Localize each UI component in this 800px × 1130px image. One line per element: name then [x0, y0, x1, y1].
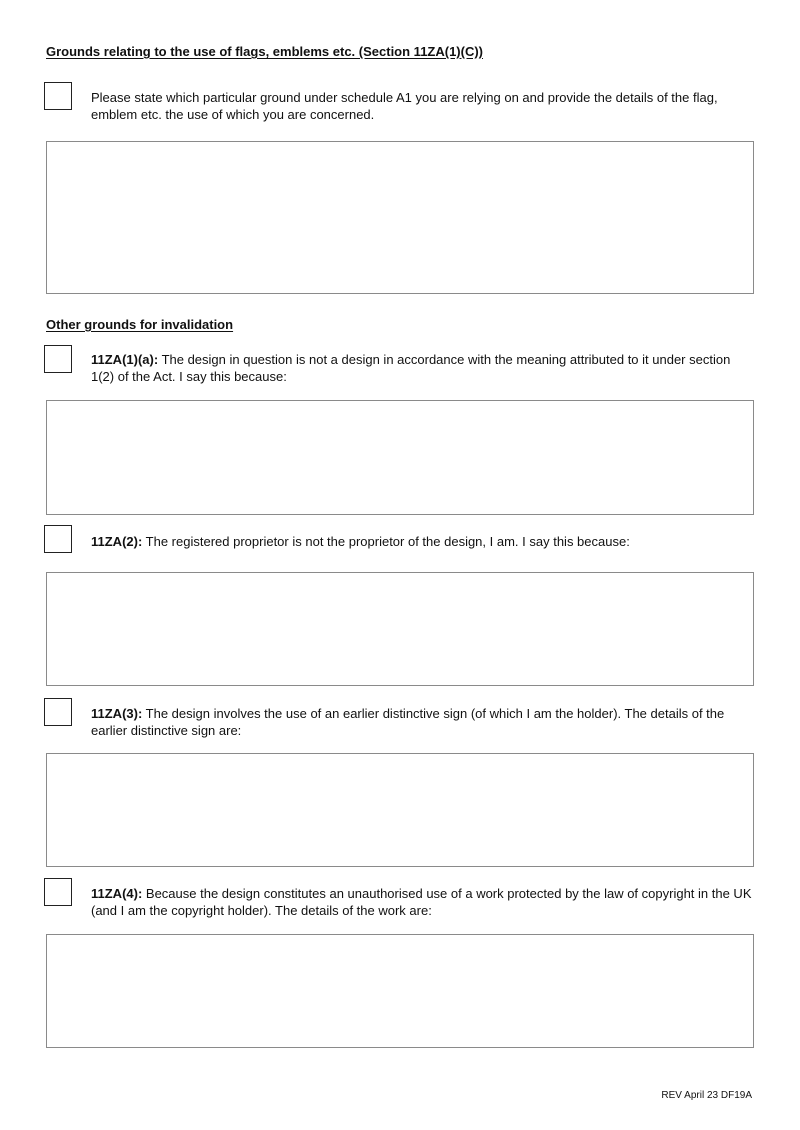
flags-ground-checkbox[interactable]: [44, 82, 72, 110]
ground-11za-2-text: The registered proprietor is not the proprietor of the design, I am. I say this because:: [142, 534, 630, 549]
flags-ground-prompt: Please state which particular ground under schedule A1 you are relying on and provide the details of the flag, emblem etc. the use of which you are concerned.: [91, 90, 718, 122]
ground-11za-2-checkbox[interactable]: [44, 525, 72, 553]
ground-11za-4-prompt: [91, 885, 756, 919]
ground-11za-3-prompt: [91, 705, 756, 739]
ground-11za-1a-text: The design in question is not a design in accordance with the meaning attributed to it under section 1(2) of the Act. I say this because:: [91, 352, 731, 384]
ground-11za-2-code: 11ZA(2):: [91, 534, 143, 549]
ground-11za-1a-prompt: [91, 351, 756, 385]
ground-11za-4-code: 11ZA(4):: [91, 886, 143, 901]
ground-11za-1a-answer-box[interactable]: [46, 400, 754, 515]
flags-ground-answer-box[interactable]: [46, 141, 754, 294]
ground-11za-3-code: 11ZA(3):: [91, 706, 143, 721]
ground-11za-3-text: The design involves the use of an earlier distinctive sign (of which I am the holder). The details of the earlier distinctive sign are:: [91, 706, 725, 738]
other-grounds-heading: Other grounds for invalidation: [46, 317, 234, 332]
ground-11za-3-answer-box[interactable]: [46, 753, 754, 867]
ground-11za-4-text: Because the design constitutes an unauthorised use of a work protected by the law of copyright in the UK (and I am the copyright holder). The details of the work are:: [91, 886, 752, 918]
ground-11za-4-checkbox[interactable]: [44, 878, 72, 906]
flags-section-heading: Grounds relating to the use of flags, emblems etc. (Section 11ZA(1)(C)): [46, 44, 484, 59]
form-revision-footer: REV April 23 DF19A: [661, 1090, 752, 1101]
ground-11za-2-prompt: [91, 533, 756, 550]
ground-11za-4-answer-box[interactable]: [46, 934, 754, 1048]
ground-11za-1a-checkbox[interactable]: [44, 345, 72, 373]
ground-11za-3-checkbox[interactable]: [44, 698, 72, 726]
ground-11za-2-answer-box[interactable]: [46, 572, 754, 686]
ground-11za-1a-code: 11ZA(1)(a):: [91, 352, 159, 367]
